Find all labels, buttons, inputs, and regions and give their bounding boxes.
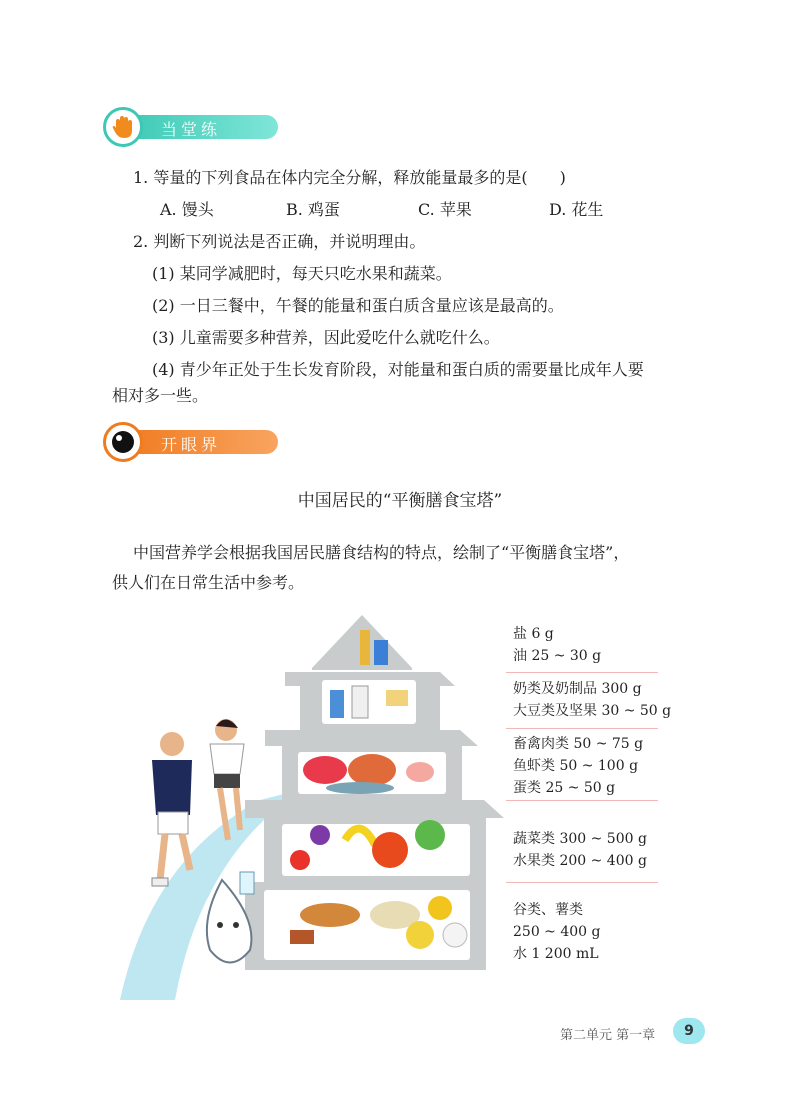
page-number: 9 bbox=[673, 1018, 705, 1044]
runner-woman bbox=[210, 719, 244, 840]
intro-line-1: 中国营养学会根据我国居民膳食结构的特点，绘制了“平衡膳食宝塔”， bbox=[133, 543, 630, 562]
practice-banner-label: 当堂练 bbox=[161, 120, 222, 139]
level-4-label-b: 水果类 200 ~ 400 g bbox=[513, 853, 647, 869]
section-title: 中国居民的“平衡膳食宝塔” bbox=[297, 491, 503, 511]
level-5-label-c: 水 1 200 mL bbox=[513, 946, 599, 962]
q2-item-4: (4) 青少年正处于生长发育阶段，对能量和蛋白质的需要量比成年人要 bbox=[152, 360, 644, 379]
level-separator bbox=[506, 672, 658, 673]
q2-item-4-cont: 相对多一些。 bbox=[112, 386, 209, 405]
level-1-label-a: 盐 6 g bbox=[513, 626, 554, 642]
q2-item-2: (2) 一日三餐中，午餐的能量和蛋白质含量应该是最高的。 bbox=[152, 296, 564, 315]
level-5-label-a: 谷类、薯类 bbox=[513, 902, 583, 918]
level-5-label-b: 250 ~ 400 g bbox=[513, 924, 601, 940]
q1-option-d: D. 花生 bbox=[549, 200, 604, 219]
level-2-label-a: 奶类及奶制品 300 g bbox=[513, 681, 642, 697]
horizon-banner-label: 开眼界 bbox=[161, 435, 222, 454]
level-separator bbox=[506, 800, 658, 801]
level-3-label-a: 畜禽肉类 50 ~ 75 g bbox=[513, 736, 644, 752]
intro-line-2: 供人们在日常生活中参考。 bbox=[112, 573, 305, 592]
runner-man bbox=[152, 732, 192, 886]
level-1-label-b: 油 25 ~ 30 g bbox=[513, 648, 602, 664]
level-2-label-b: 大豆类及坚果 30 ~ 50 g bbox=[513, 703, 672, 719]
q1-option-b: B. 鸡蛋 bbox=[286, 200, 340, 219]
level-separator bbox=[506, 728, 658, 729]
q1-option-a: A. 馒头 bbox=[160, 200, 214, 219]
q2-item-1: (1) 某同学减肥时，每天只吃水果和蔬菜。 bbox=[152, 264, 452, 283]
level-3-label-b: 鱼虾类 50 ~ 100 g bbox=[513, 758, 639, 774]
chapter-label: 第二单元 第一章 bbox=[560, 1028, 656, 1043]
q1-option-c: C. 苹果 bbox=[418, 200, 472, 219]
q2-item-3: (3) 儿童需要多种营养，因此爱吃什么就吃什么。 bbox=[152, 328, 500, 347]
level-3-label-c: 蛋类 25 ~ 50 g bbox=[513, 780, 616, 796]
question-2: 2. 判断下列说法是否正确，并说明理由。 bbox=[133, 232, 426, 251]
level-4-label-a: 蔬菜类 300 ~ 500 g bbox=[513, 831, 647, 847]
level-separator bbox=[506, 882, 658, 883]
question-1: 1. 等量的下列食品在体内完全分解，释放能量最多的是( ) bbox=[133, 168, 566, 187]
